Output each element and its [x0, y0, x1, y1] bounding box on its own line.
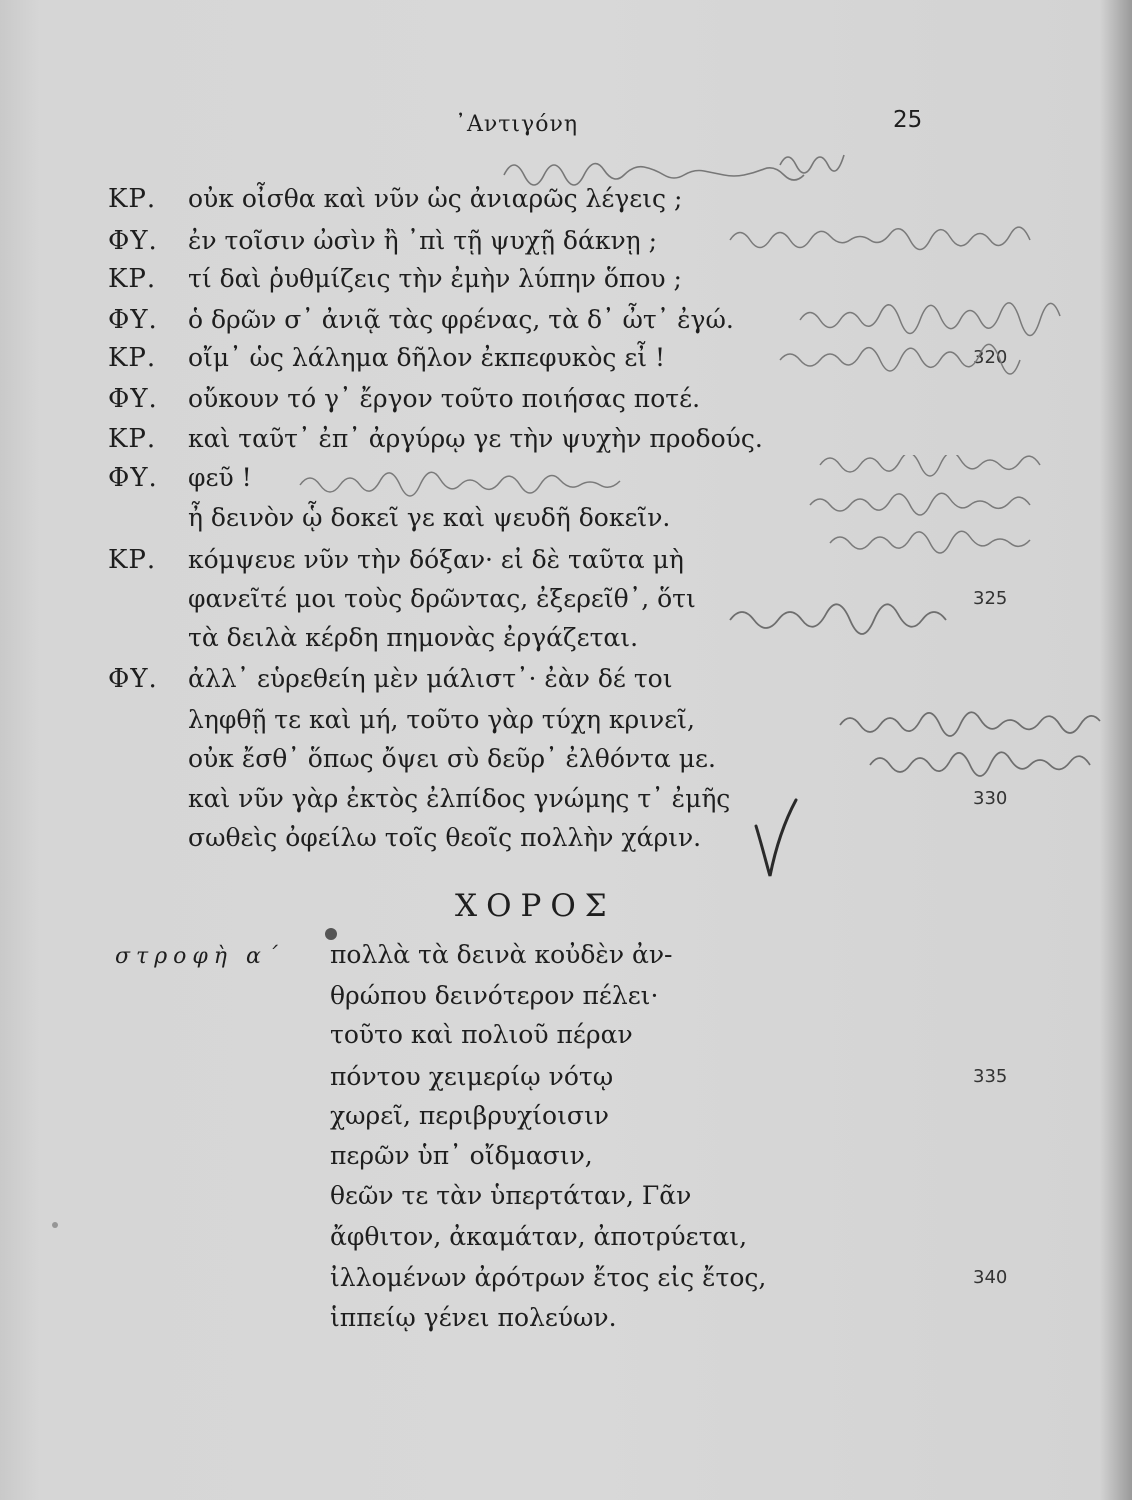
ink-blot — [325, 928, 337, 940]
speaker-label: ΦΥ. — [108, 463, 158, 493]
verse-text: περῶν ὑπ᾿ οἴδμασιν, — [330, 1141, 593, 1170]
chorus-line — [0, 1303, 1000, 1345]
line-number: 340 — [973, 1267, 1008, 1288]
chorus-line — [0, 1222, 1000, 1264]
verse-text: οὐκ οἶσθα καὶ νῦν ὡς ἀνιαρῶς λέγεις ; — [188, 184, 683, 213]
verse-text: καὶ νῦν γὰρ ἐκτὸς ἐλπίδος γνώμης τ᾿ ἐμῆς — [188, 784, 731, 813]
chorus-line — [0, 1263, 1008, 1305]
line-number: 330 — [973, 788, 1008, 809]
chorus-line — [0, 1141, 1000, 1183]
verse-text: πόντου χειμερίῳ νότῳ — [330, 1062, 614, 1091]
verse-text: οἴμ᾿ ὡς λάλημα δῆλον ἐκπεφυκὸς εἶ ! — [188, 343, 666, 372]
page-number: 25 — [893, 107, 923, 133]
chorus-line — [0, 940, 1000, 982]
verse-text: ὁ δρῶν σ᾿ ἀνιᾷ τὰς φρένας, τὰ δ᾿ ὦτ᾿ ἐγώ. — [188, 305, 734, 334]
handwritten-annotation — [290, 455, 1110, 655]
verse-text: ἄφθιτον, ἀκαμάταν, ἀποτρύεται, — [330, 1222, 748, 1251]
speaker-label: ΚΡ. — [108, 264, 157, 294]
ink-blot — [52, 1222, 58, 1228]
speaker-label: ΦΥ. — [108, 384, 158, 414]
handwritten-annotation — [500, 135, 860, 195]
verse-line — [0, 784, 1008, 826]
verse-text: οὔκουν τό γ᾿ ἔργον τοῦτο ποιήσας ποτέ. — [188, 384, 701, 413]
verse-text: ἦ δεινὸν ᾧ δοκεῖ γε καὶ ψευδῆ δοκεῖν. — [188, 503, 671, 532]
speaker-label: ΦΥ. — [108, 664, 158, 694]
verse-text: φανεῖτέ μοι τοὺς δρῶντας, ἐξερεῖθ᾿, ὅτι — [188, 584, 696, 613]
verse-text: χωρεῖ, περιβρυχίοισιν — [330, 1101, 609, 1130]
line-number: 325 — [973, 588, 1008, 609]
speaker-label: ΚΡ. — [108, 545, 157, 575]
verse-text: θεῶν τε τὰν ὑπερτάταν, Γᾶν — [330, 1181, 692, 1210]
pen-checkmark — [752, 796, 800, 882]
verse-line — [0, 384, 1000, 426]
verse-text: θρώπου δεινότερον πέλει· — [330, 981, 659, 1010]
strophe-label: στροφὴ α´ — [115, 944, 284, 969]
verse-text: κόμψευε νῦν τὴν δόξαν· εἰ δὲ ταῦτα μὴ — [188, 545, 684, 574]
chorus-heading: ΧΟΡΟΣ — [455, 888, 616, 924]
verse-line — [0, 823, 1000, 865]
verse-text: ληφθῇ τε καὶ μή, τοῦτο γὰρ τύχη κρινεῖ, — [188, 705, 695, 734]
verse-text: καὶ ταῦτ᾿ ἐπ᾿ ἀργύρῳ γε τὴν ψυχὴν προδούς. — [188, 424, 763, 453]
speaker-label: ΦΥ. — [108, 226, 158, 256]
speaker-label: ΦΥ. — [108, 305, 158, 335]
speaker-label: ΚΡ. — [108, 184, 157, 214]
verse-text: τοῦτο καὶ πολιοῦ πέραν — [330, 1020, 633, 1049]
verse-text: τί δαὶ ῥυθμίζεις τὴν ἐμὴν λύπην ὅπου ; — [188, 264, 682, 293]
chorus-line — [0, 981, 1000, 1023]
verse-text: πολλὰ τὰ δεινὰ κοὐδὲν ἀν- — [330, 940, 673, 969]
verse-text: οὐκ ἔσθ᾿ ὅπως ὄψει σὺ δεῦρ᾿ ἐλθόντα με. — [188, 744, 716, 773]
speaker-label: ΚΡ. — [108, 343, 157, 373]
handwritten-annotation — [830, 695, 1120, 785]
verse-text: ἱππείῳ γένει πολεύων. — [330, 1303, 617, 1332]
speaker-label: ΚΡ. — [108, 424, 157, 454]
verse-text: τὰ δειλὰ κέρδη πημονὰς ἐργάζεται. — [188, 623, 639, 652]
chorus-line — [0, 1101, 1000, 1143]
verse-text: ἀλλ᾿ εὑρεθείη μὲν μάλιστ᾿· ἐὰν δέ τοι — [188, 664, 673, 693]
line-number: 335 — [973, 1066, 1008, 1087]
line-number: 320 — [973, 347, 1008, 368]
running-title: ᾿Αντιγόνη — [455, 112, 579, 137]
handwritten-annotation — [720, 215, 1120, 385]
verse-text: ἰλλομένων ἀρότρων ἔτος εἰς ἔτος, — [330, 1263, 767, 1292]
verse-text: ἐν τοῖσιν ὠσὶν ἢ ᾿πὶ τῇ ψυχῇ δάκνῃ ; — [188, 226, 657, 255]
verse-text: σωθεὶς ὀφείλω τοῖς θεοῖς πολλὴν χάριν. — [188, 823, 702, 852]
verse-text: φεῦ ! — [188, 463, 252, 492]
chorus-line — [0, 1020, 1000, 1062]
chorus-line — [0, 1181, 1000, 1223]
chorus-line — [0, 1062, 1008, 1104]
